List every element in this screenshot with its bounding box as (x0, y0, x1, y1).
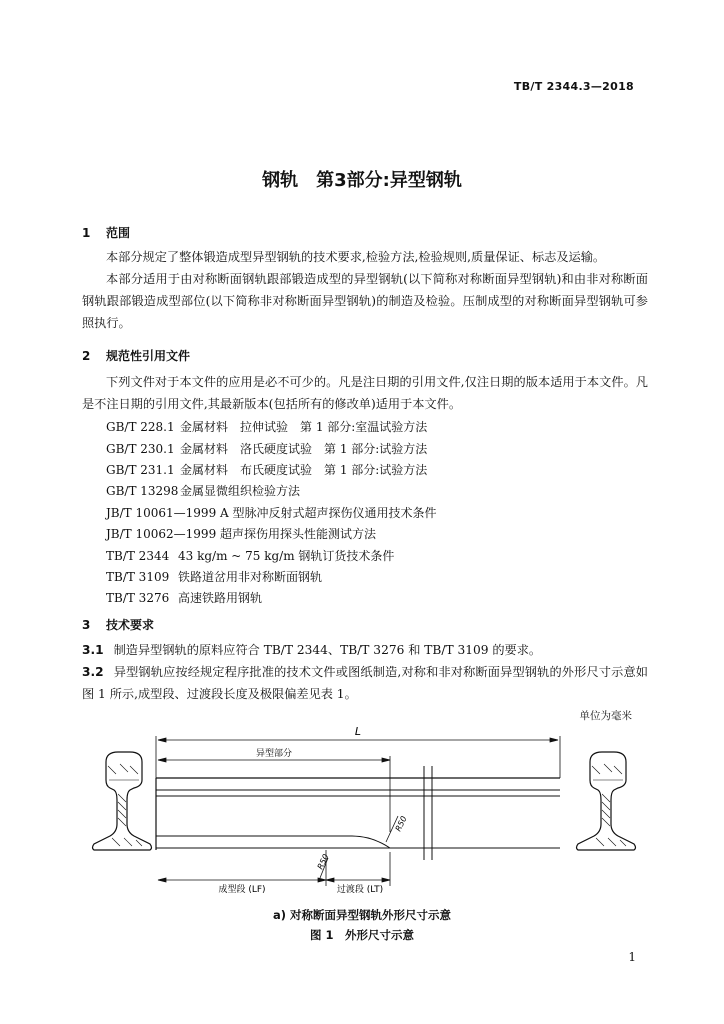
dimension-label-special-part: 异型部分 (255, 749, 293, 759)
clause-number: 3.2 (82, 665, 104, 679)
reference-item (106, 525, 376, 542)
section-title: 技术要求 (106, 618, 155, 632)
section-number: 2 (82, 349, 91, 363)
reference-code: GB/T 230.1 (106, 442, 175, 456)
reference-item (106, 589, 262, 606)
reference-title: 金属材料 洛氏硬度试验 第 1 部分:试验方法 (180, 442, 428, 456)
section-title: 规范性引用文件 (106, 349, 191, 363)
radius-label-upper: R50 (393, 814, 409, 833)
clause-text: 异型钢轨应按经规定程序批准的技术文件或图纸制造,对称和非对称断面异型钢轨的外形尺寸示意如图 1 所示,成型段、过渡段长度及极限偏差见表 1。 (82, 665, 648, 701)
reference-title: 43 kg/m ~ 75 kg/m 钢轨订货技术条件 (178, 549, 395, 563)
unit-note: 单位为毫米 (579, 710, 632, 722)
reference-title: 超声探伤用探头性能测试方法 (220, 527, 377, 541)
dimension-label-transition-section: 过渡段 (LT) (336, 885, 384, 895)
reference-title: 铁路道岔用非对称断面钢轨 (178, 570, 323, 584)
reference-code: JB/T 10061—1999 (106, 506, 217, 520)
reference-title: 金属材料 布氏硬度试验 第 1 部分:试验方法 (180, 463, 428, 477)
section-number: 3 (82, 618, 91, 632)
dimension-lines (156, 736, 560, 886)
section-3-heading (82, 616, 154, 633)
clause-text: 制造异型钢轨的原料应符合 TB/T 2344、TB/T 3276 和 TB/T 3109 的要求。 (113, 643, 542, 657)
clause-3-2 (82, 661, 648, 705)
radius-label-lower: R50 (315, 852, 331, 871)
dimension-label-forming-section: 成型段 (LF) (218, 885, 266, 895)
reference-code: TB/T 2344 (106, 549, 170, 563)
page-number: 1 (628, 950, 636, 964)
reference-title: A 型脉冲反射式超声探伤仪通用技术条件 (220, 506, 437, 520)
rail-profile-left (93, 752, 152, 850)
standard-number: TB/T 2344.3—2018 (513, 80, 634, 93)
reference-item (106, 504, 436, 521)
reference-code: TB/T 3109 (106, 570, 170, 584)
reference-item (106, 547, 394, 564)
reference-item (106, 418, 427, 435)
figure-subcaption: a) 对称断面异型钢轨外形尺寸示意 (272, 908, 452, 922)
paragraph: 本部分规定了整体锻造成型异型钢轨的技术要求,检验方法,检验规则,质量保证、标志及运输。 (106, 250, 606, 264)
rail-dimension-figure (90, 720, 650, 900)
rail-profile-right (577, 752, 636, 850)
section-2-heading (82, 347, 190, 364)
clause-3-1 (82, 639, 648, 661)
clause-number: 3.1 (82, 643, 104, 657)
reference-title: 高速铁路用钢轨 (178, 591, 263, 605)
section-1-heading (82, 224, 130, 241)
reference-code: GB/T 228.1 (106, 420, 175, 434)
reference-code: GB/T 231.1 (106, 463, 175, 477)
reference-item (106, 461, 427, 478)
reference-title: 金属材料 拉伸试验 第 1 部分:室温试验方法 (180, 420, 428, 434)
document-title: 钢轨 第3部分:异型钢轨 (262, 170, 462, 191)
reference-title: 金属显微组织检验方法 (180, 484, 301, 498)
reference-item (106, 440, 427, 457)
figure-caption: 图 1 外形尺寸示意 (309, 928, 414, 942)
reference-item (106, 482, 300, 499)
dimension-label-L: L (354, 725, 362, 738)
reference-code: GB/T 13298 (106, 484, 179, 498)
reference-code: JB/T 10062—1999 (106, 527, 217, 541)
paragraph: 下列文件对于本文件的应用是必不可少的。凡是注日期的引用文件,仅注日期的版本适用于本文件。凡是不注日期的引用文件,其最新版本(包括所有的修改单)适用于本文件。 (82, 375, 648, 411)
paragraph: 本部分适用于由对称断面钢轨跟部锻造成型的异型钢轨(以下简称对称断面异型钢轨)和由非对称断面钢轨跟部锻造成型部位(以下简称非对称断面异型钢轨)的制造及检验。压制成型的对称断面异型钢轨可参照执行。 (82, 272, 648, 330)
section-title: 范围 (106, 226, 131, 240)
section-number: 1 (82, 226, 91, 240)
reference-code: TB/T 3276 (106, 591, 170, 605)
reference-item (106, 568, 322, 585)
rail-side-view (156, 766, 560, 878)
